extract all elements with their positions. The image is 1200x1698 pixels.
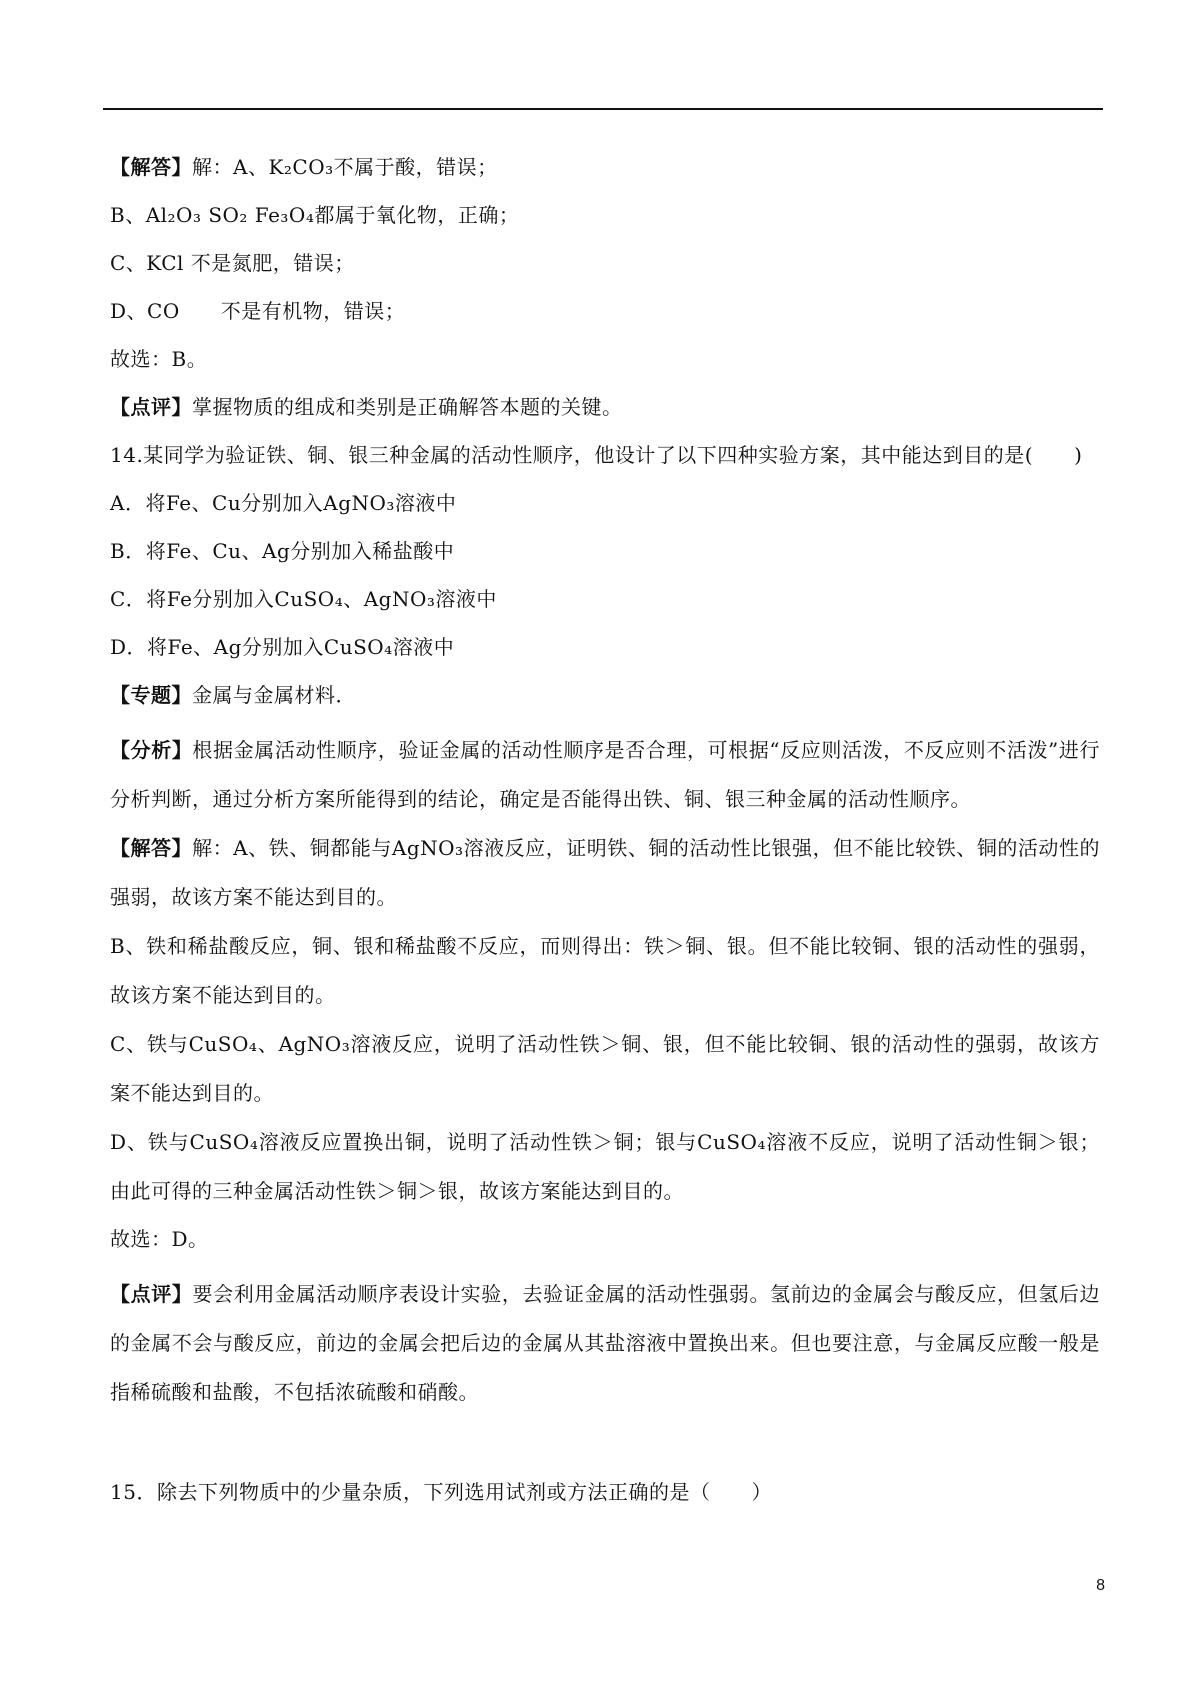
section-gap (110, 1417, 1100, 1475)
analysis-tag: 【分析】 (110, 738, 193, 762)
answer-line-d: D、CO 不是有机物，错误； (110, 299, 406, 323)
comment-text: 要会利用金属活动顺序表设计实验，去验证金属的活动性强弱。氢前边的金属会与酸反应，但氢后边的金属不会与酸反应，前边的金属会把后边的金属从其盐溶液中置换出来。但也要注意，与金属反应酸一般是指稀硫酸和盐酸，不包括浓硫酸和硝酸。 (110, 1282, 1101, 1404)
answer-choice-q14: 故选：D。 (110, 1227, 209, 1251)
answer-paragraph-q14-a (110, 824, 1100, 922)
topic-tag: 【专题】 (110, 683, 192, 707)
comment-tag: 【点评】 (110, 395, 192, 419)
page-content (110, 150, 1100, 1523)
comment-text: 掌握物质的组成和类别是正确解答本题的关键。 (192, 395, 623, 419)
answer-tag: 【解答】 (110, 836, 193, 860)
answer-text: 解：A、K₂CO₃不属于酸，错误； (192, 155, 498, 179)
topic-paragraph-q14 (110, 678, 1100, 712)
question-14-option-b: B．将Fe、Cu、Ag分别加入稀盐酸中 (110, 539, 455, 563)
comment-tag: 【点评】 (110, 1282, 193, 1306)
page-number: 8 (1096, 1577, 1105, 1594)
comment-paragraph-q13 (110, 390, 1100, 424)
analysis-text: 根据金属活动性顺序，验证金属的活动性顺序是否合理，可根据“反应则活泼，不反应则不活泼”进行分析判断，通过分析方案所能得到的结论，确定是否能得出铁、铜、银三种金属的活动性顺序。 (110, 738, 1100, 811)
question-14-stem: 14.某同学为验证铁、铜、银三种金属的活动性顺序，他设计了以下四种实验方案，其中能达到目的是( ) (110, 443, 1083, 467)
question-14-option-a: A．将Fe、Cu分别加入AgNO₃溶液中 (110, 491, 457, 515)
header-rule (103, 108, 1103, 110)
answer-paragraph-q14-c: C、铁与CuSO₄、AgNO₃溶液反应，说明了活动性铁＞铜、银，但不能比较铜、银的活动性的强弱，故该方案不能达到目的。 (110, 1032, 1100, 1105)
answer-line-c: C、KCl 不是氮肥，错误； (110, 251, 355, 275)
answer-text: 解：A、铁、铜都能与AgNO₃溶液反应，证明铁、铜的活动性比银强，但不能比较铁、铜的活动性的强弱，故该方案不能达到目的。 (110, 836, 1100, 909)
answer-paragraph-q13 (110, 150, 1100, 184)
answer-line-b: B、Al₂O₃ SO₂ Fe₃O₄都属于氧化物，正确； (110, 203, 520, 227)
question-15-stem: 15．除去下列物质中的少量杂质，下列选用试剂或方法正确的是（ ） (110, 1480, 772, 1504)
question-14-option-c: C．将Fe分别加入CuSO₄、AgNO₃溶液中 (110, 587, 497, 611)
comment-paragraph-q14 (110, 1270, 1100, 1417)
answer-tag: 【解答】 (110, 155, 192, 179)
topic-text: 金属与金属材料． (192, 683, 356, 707)
answer-paragraph-q14-b: B、铁和稀盐酸反应，铜、银和稀盐酸不反应，而则得出：铁＞铜、银。但不能比较铜、银的活动性的强弱，故该方案不能达到目的。 (110, 934, 1100, 1007)
question-14-option-d: D．将Fe、Ag分别加入CuSO₄溶液中 (110, 635, 455, 659)
answer-choice: 故选：B。 (110, 347, 208, 371)
analysis-paragraph-q14 (110, 726, 1100, 824)
answer-paragraph-q14-d: D、铁与CuSO₄溶液反应置换出铜，说明了活动性铁＞铜；银与CuSO₄溶液不反应，说明了活动性铜＞银；由此可得的三种金属活动性铁＞铜＞银，故该方案能达到目的。 (110, 1130, 1100, 1203)
